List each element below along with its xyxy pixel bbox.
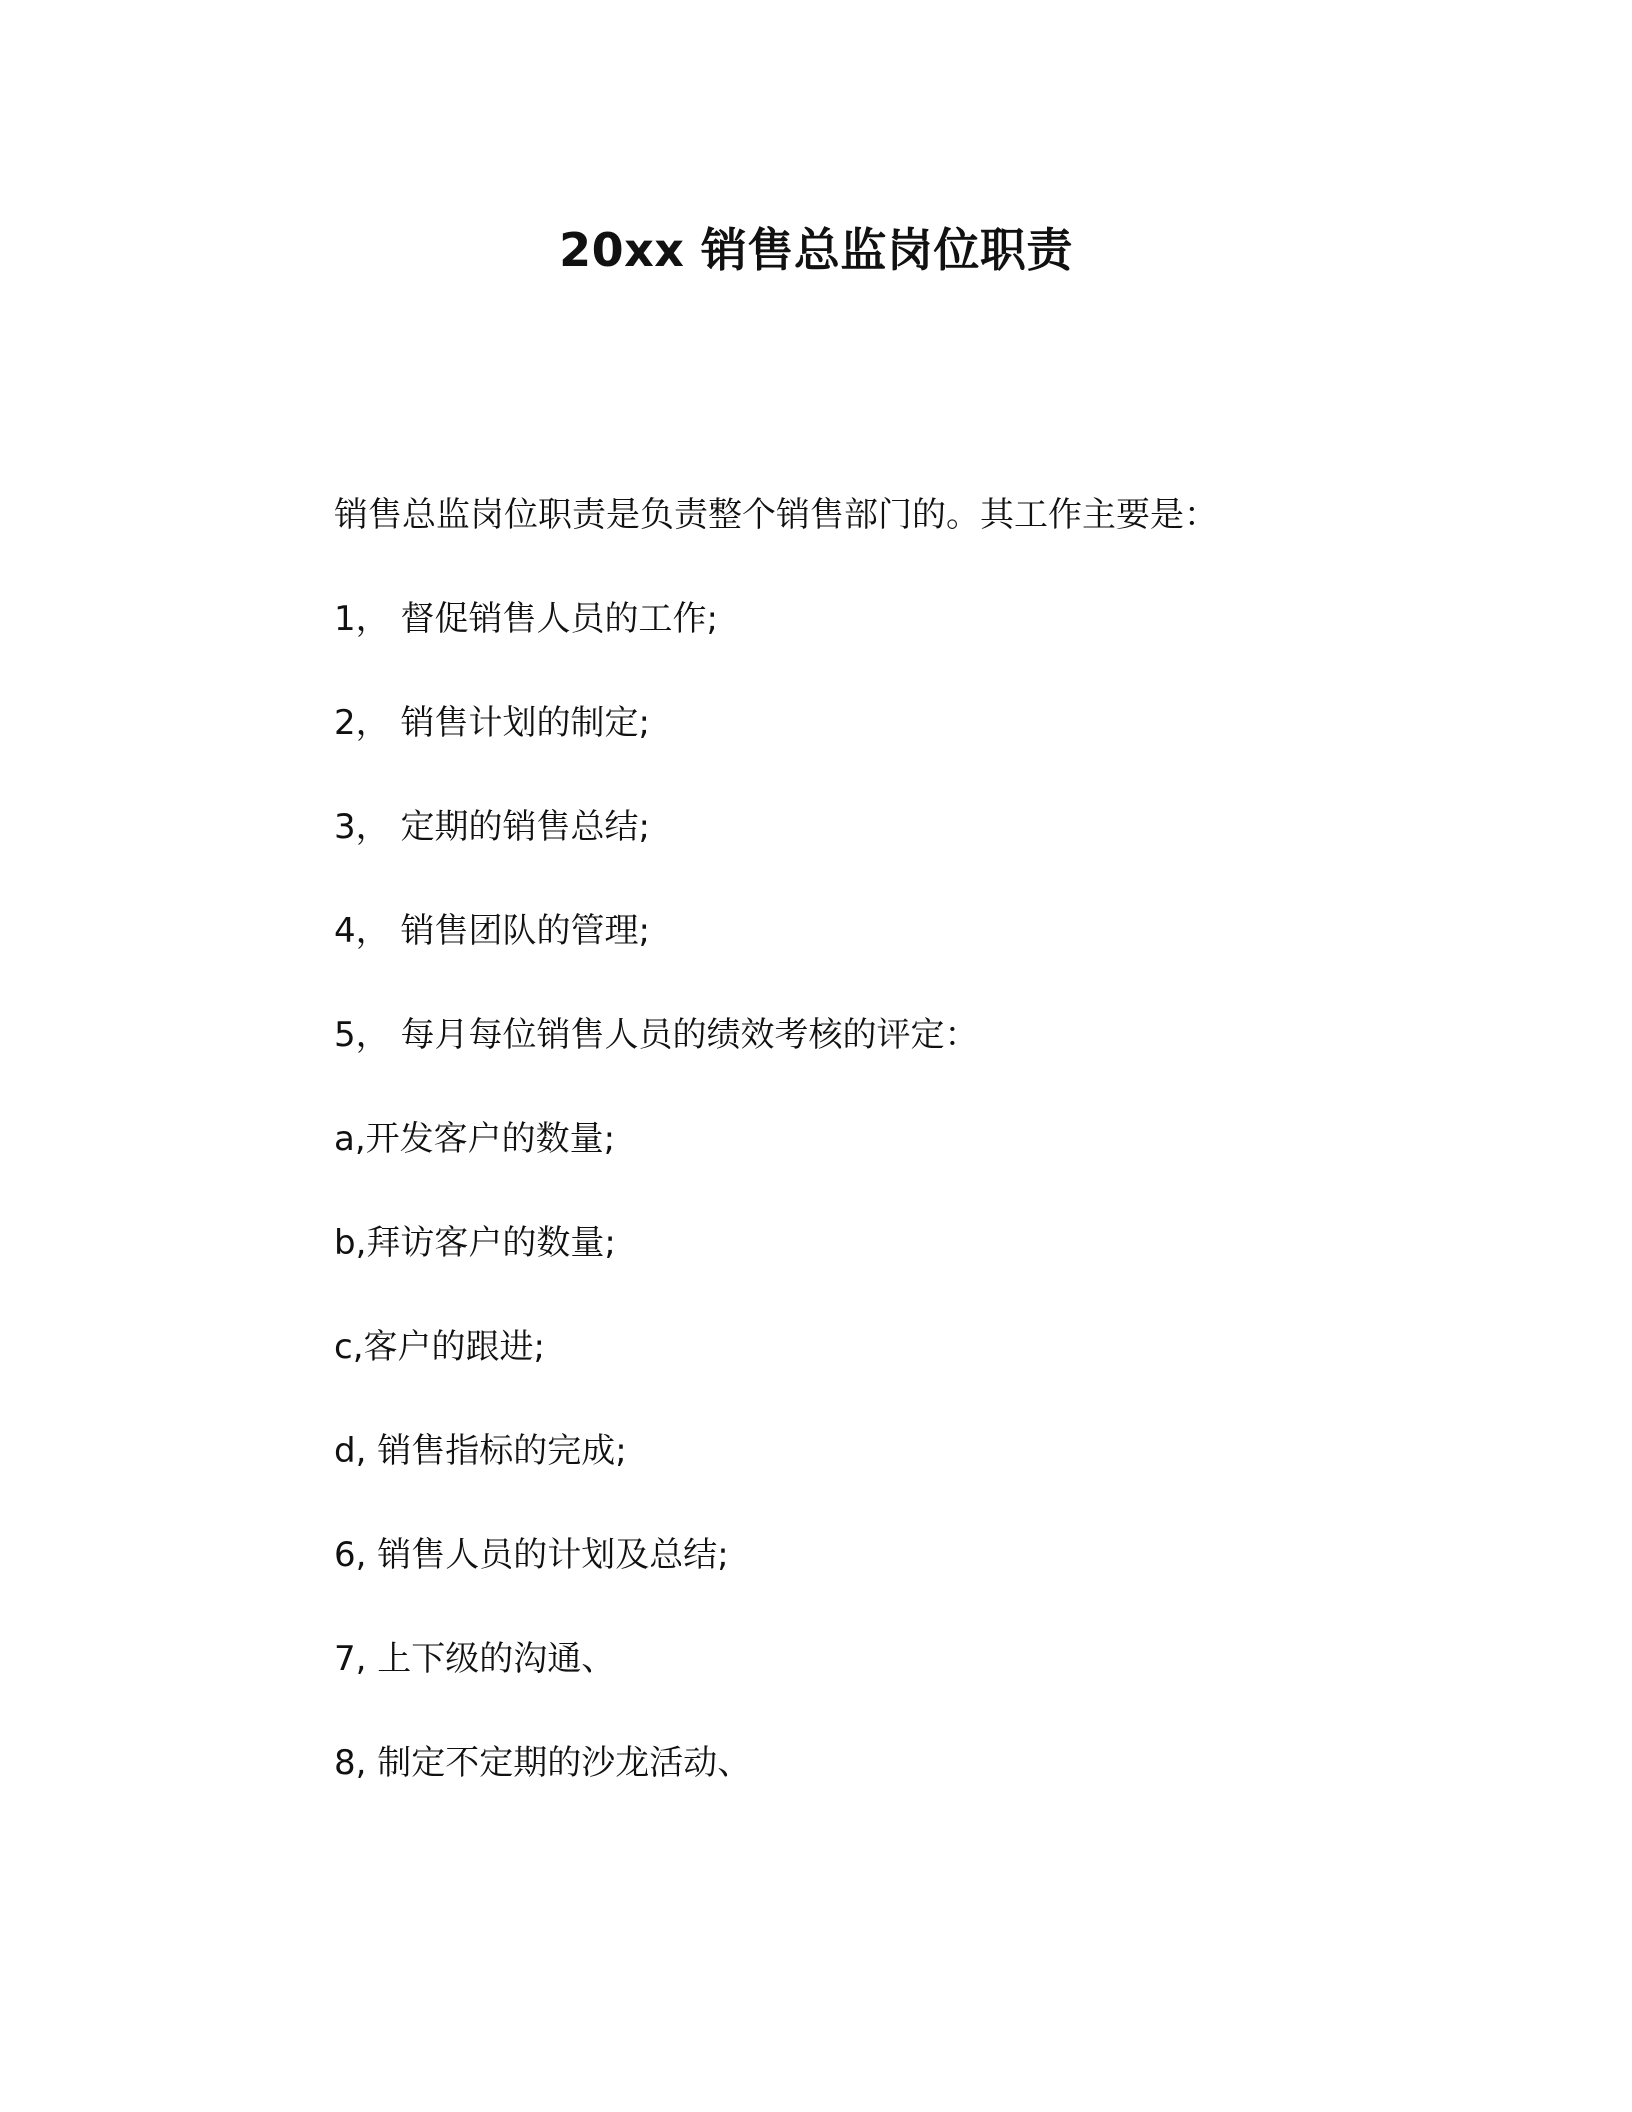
list-item: 7, 上下级的沟通、 xyxy=(334,1639,616,1679)
sub-list-item: b,拜访客户的数量; xyxy=(334,1223,616,1263)
sub-list-item: a,开发客户的数量; xyxy=(334,1119,616,1159)
document-body xyxy=(334,492,1334,1844)
sub-list-item: c,客户的跟进; xyxy=(334,1327,545,1367)
document-title: 20xx 销售总监岗位职责 xyxy=(559,223,1073,277)
intro-paragraph: 销售总监岗位职责是负责整个销售部门的。其工作主要是： xyxy=(334,495,1218,535)
list-item: 8, 制定不定期的沙龙活动、 xyxy=(334,1743,752,1783)
sub-list-item: d, 销售指标的完成; xyxy=(334,1431,627,1471)
list-item: 2， 销售计划的制定; xyxy=(334,703,650,743)
list-item: 6, 销售人员的计划及总结; xyxy=(334,1535,729,1575)
list-item: 5， 每月每位销售人员的绩效考核的评定： xyxy=(334,1015,979,1055)
list-item: 4， 销售团队的管理; xyxy=(334,911,650,951)
list-item: 1， 督促销售人员的工作; xyxy=(334,599,718,639)
list-item: 3， 定期的销售总结; xyxy=(334,807,650,847)
